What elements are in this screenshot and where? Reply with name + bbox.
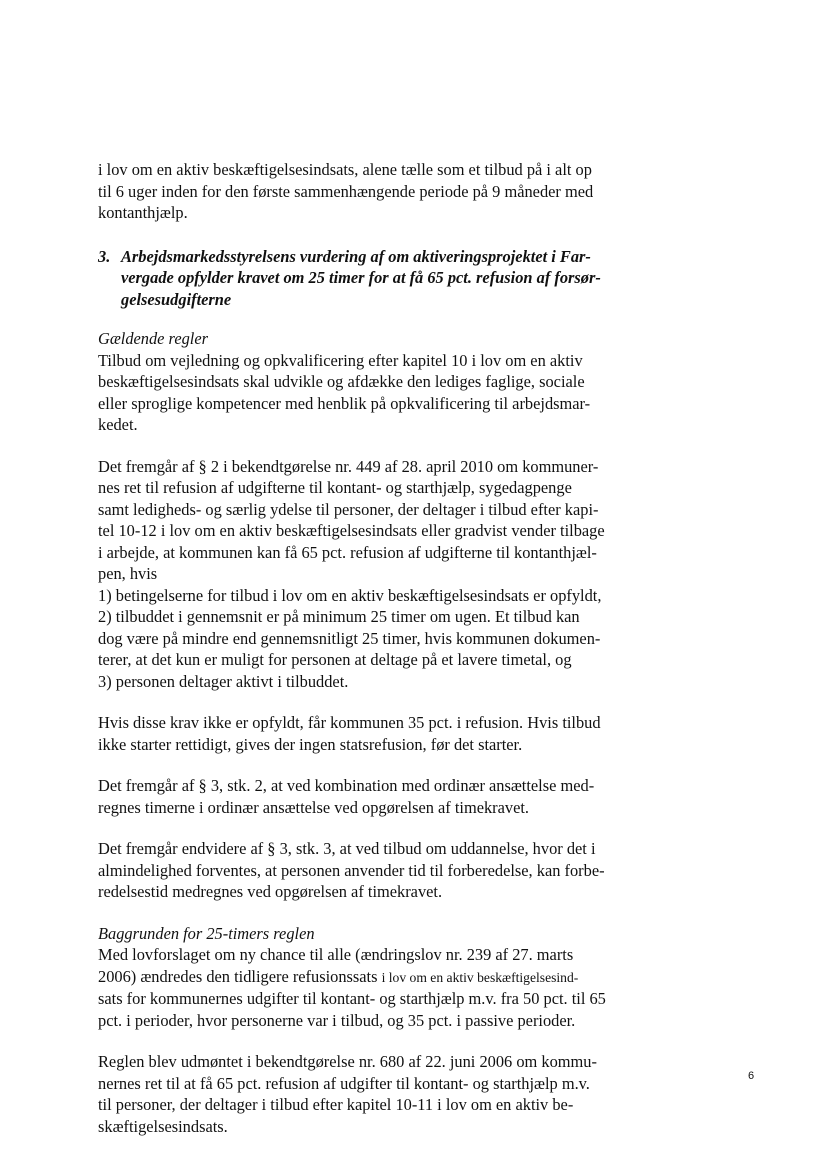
text-fragment: 2006) ændredes den tidligere refusionssats (98, 966, 382, 986)
regel-paragraph (98, 1051, 628, 1137)
text-line: Tilbud om vejledning og opkvalificering efter kapitel 10 i lov om en aktiv (98, 350, 583, 370)
heading-line: gelsesudgifterne (121, 289, 232, 309)
text-line: til 6 uger inden for den første sammenhængende periode på 9 måneder med (98, 181, 594, 201)
text-line: samt ledigheds- og særlig ydelse til personer, der deltager i tilbud efter kapi- (98, 499, 599, 519)
intro-paragraph (98, 159, 628, 224)
refusion-paragraph (98, 712, 628, 755)
text-line: kontanthjælp. (98, 203, 188, 222)
text-line: Det fremgår endvidere af § 3, stk. 3, at ved tilbud om uddannelse, hvor det i (98, 839, 596, 858)
text-line: sats for kommunernes udgifter til kontant- og starthjælp m.v. fra 50 pct. til 65 (98, 989, 606, 1008)
text-line: redelsestid medregnes ved opgørelsen af timekravet. (98, 882, 443, 901)
text-line: Det fremgår af § 2 i bekendtgørelse nr. 449 af 28. april 2010 om kommuner- (98, 456, 599, 476)
stk3-paragraph (98, 838, 628, 903)
text-line: nes ret til refusion af udgifterne til kontant- og starthjælp, sygedagpenge (98, 478, 572, 497)
text-line: i lov om en aktiv beskæftigelsesindsats, alene tælle som et tilbud på i alt op (98, 160, 592, 179)
text-line: Det fremgår af § 3, stk. 2, at ved kombination med ordinær ansættelse med- (98, 776, 595, 795)
subheading-baggrund: Baggrunden for 25-timers reglen (98, 923, 315, 943)
bekendtgoerelse-paragraph (98, 456, 628, 693)
text-line: Hvis disse krav ikke er opfyldt, får kommunen 35 pct. i refusion. Hvis tilbud (98, 713, 601, 732)
text-line: almindelighed forventes, at personen anvender tid til forberedelse, kan forbe- (98, 860, 605, 880)
small-text-fragment: i lov om en aktiv beskæftigelsesind- (381, 969, 579, 985)
text-line: Med lovforslaget om ny chance til alle (ændringslov nr. 239 af 27. marts (98, 945, 574, 964)
text-line: skæftigelsesindsats. (98, 1116, 228, 1136)
text-line: beskæftigelsesindsats skal udvikle og afdække den lediges faglige, sociale (98, 372, 585, 391)
text-line: i arbejde, at kommunen kan få 65 pct. refusion af udgifterne til kontanthjæl- (98, 542, 597, 562)
stk2-paragraph (98, 775, 628, 818)
text-line: pen, hvis (98, 564, 158, 583)
text-line: til personer, der deltager i tilbud efter kapitel 10-11 i lov om en aktiv be- (98, 1095, 574, 1114)
text-line: pct. i perioder, hvor personerne var i tilbud, og 35 pct. i passive perioder. (98, 1010, 576, 1030)
section-3-heading (98, 246, 628, 311)
page-body (98, 159, 628, 1157)
list-item-2: 2) tilbuddet i gennemsnit er på minimum 25 timer om ugen. Et tilbud kan (98, 607, 580, 626)
text-line: ikke starter rettidigt, gives der ingen statsrefusion, før det starter. (98, 734, 523, 754)
text-line: regnes timerne i ordinær ansættelse ved opgørelsen af timekravet. (98, 797, 530, 817)
section-number: 3. (98, 246, 111, 266)
heading-line: Arbejdsmarkedsstyrelsens vurdering af om aktiveringsprojektet i Far- (121, 246, 591, 266)
text-line (98, 966, 628, 989)
gaeldende-regler-section (98, 328, 628, 436)
page-number: 6 (748, 1070, 755, 1082)
text-line: Reglen blev udmøntet i bekendtgørelse nr. 680 af 22. juni 2006 om kommu- (98, 1052, 597, 1071)
heading-line: vergade opfylder kravet om 25 timer for at få 65 pct. refusion af forsør- (121, 268, 601, 287)
text-line: eller sproglige kompetencer med henblik på opkvalificering til arbejdsmar- (98, 393, 591, 413)
text-line: kedet. (98, 415, 138, 434)
baggrund-section (98, 923, 628, 1032)
text-line: tel 10-12 i lov om en aktiv beskæftigelsesindsats eller gradvist vender tilbage (98, 521, 605, 540)
list-item-3: 3) personen deltager aktivt i tilbuddet. (98, 671, 349, 691)
list-item-1: 1) betingelserne for tilbud i lov om en aktiv beskæftigelsesindsats er opfyldt, (98, 585, 602, 605)
text-line: dog være på mindre end gennemsnitligt 25 timer, hvis kommunen dokumen- (98, 628, 601, 648)
subheading-gaeldende-regler: Gældende regler (98, 329, 209, 348)
text-line: terer, at det kun er muligt for personen at deltage på et lavere timetal, og (98, 650, 572, 669)
text-line: nernes ret til at få 65 pct. refusion af udgifter til kontant- og starthjælp m.v. (98, 1073, 590, 1093)
